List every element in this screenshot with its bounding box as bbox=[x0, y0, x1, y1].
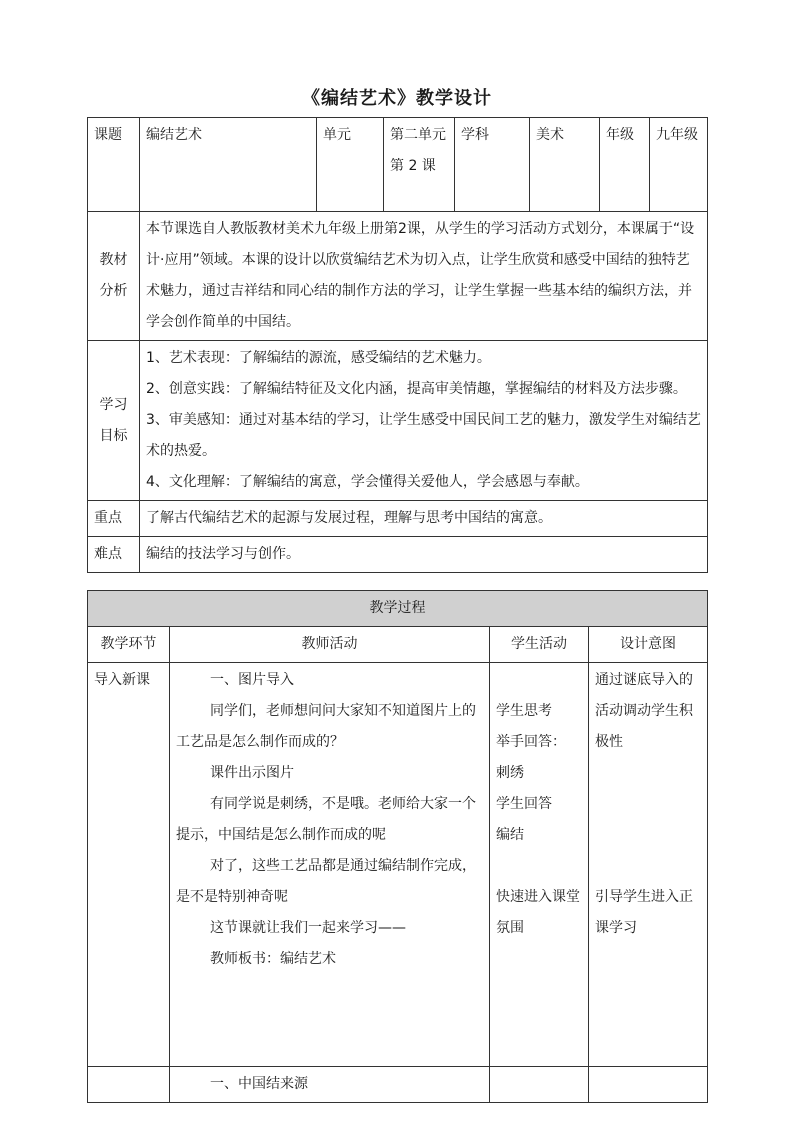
goal-item: 2、创意实践：了解编结特征及文化内涵，提高审美情趣，掌握编结的材料及方法步骤。 bbox=[146, 381, 687, 397]
teacher-line: 同学们，老师想问问大家知不知道图片上的工艺品是怎么制作而成的？ bbox=[176, 703, 476, 750]
column-header: 学生活动 bbox=[490, 627, 589, 663]
stage-cell bbox=[88, 1067, 170, 1103]
teacher-line: 一、中国结来源 bbox=[210, 1076, 308, 1092]
design-intent bbox=[589, 663, 708, 1067]
unit-label: 单元 bbox=[317, 118, 384, 212]
student-line: 刺绣 bbox=[496, 765, 524, 781]
student-line: 编结 bbox=[496, 827, 524, 843]
stage-cell: 导入新课 bbox=[88, 663, 170, 1067]
process-table bbox=[87, 590, 708, 1103]
subject-value: 美术 bbox=[530, 118, 600, 212]
process-header: 教学过程 bbox=[88, 591, 708, 627]
student-line: 学生思考 bbox=[496, 703, 552, 719]
page-title: 《编结艺术》教学设计 bbox=[302, 88, 492, 109]
teacher-activity bbox=[170, 663, 490, 1067]
unit-value: 第二单元第 2 课 bbox=[384, 118, 455, 212]
teacher-activity bbox=[170, 1067, 490, 1103]
column-header: 教学环节 bbox=[88, 627, 170, 663]
material-text: 本节课选自人教版教材美术九年级上册第2课，从学生的学习活动方式划分，本课属于“设计·应用”领域。本课的设计以欣赏编结艺术为切入点，让学生欣赏和感受中国结的独特艺术魅力，通过吉祥结和同心结的制作方法的学习，让学生掌握一些基本结的编织方法，并学会创作简单的中国结。 bbox=[140, 212, 708, 341]
goals-list bbox=[140, 341, 708, 501]
column-header: 设计意图 bbox=[589, 627, 708, 663]
teacher-line: 一、图片导入 bbox=[210, 672, 294, 688]
goal-item: 1、艺术表现：了解编结的源流，感受编结的艺术魅力。 bbox=[146, 350, 491, 366]
grade-label: 年级 bbox=[600, 118, 650, 212]
subject-label: 学科 bbox=[455, 118, 530, 212]
student-activity bbox=[490, 1067, 589, 1103]
intent-line: 通过谜底导入的活动调动学生积极性 bbox=[595, 672, 693, 750]
student-line: 举手回答： bbox=[496, 734, 566, 750]
student-activity bbox=[490, 663, 589, 1067]
topic-label: 课题 bbox=[88, 118, 140, 212]
teacher-line: 这节课就让我们一起来学习—— bbox=[210, 920, 406, 936]
teacher-line: 有同学说是刺绣，不是哦。老师给大家一个提示，中国结是怎么制作而成的呢 bbox=[176, 796, 476, 843]
student-line: 快速进入课堂氛围 bbox=[496, 889, 580, 936]
goal-item: 4、文化理解：了解编结的寓意，学会懂得关爱他人，学会感恩与奉献。 bbox=[146, 474, 589, 490]
difficulty-label: 难点 bbox=[88, 537, 140, 573]
topic-value: 编结艺术 bbox=[140, 118, 317, 212]
key-point-label: 重点 bbox=[88, 501, 140, 537]
column-header: 教师活动 bbox=[170, 627, 490, 663]
design-intent bbox=[589, 1067, 708, 1103]
goals-label: 学习目标 bbox=[88, 341, 140, 501]
teacher-line: 对了，这些工艺品都是通过编结制作完成，是不是特别神奇呢 bbox=[176, 858, 476, 905]
lesson-info-table bbox=[87, 117, 708, 573]
difficulty-text: 编结的技法学习与创作。 bbox=[140, 537, 708, 573]
goal-item: 3、审美感知：通过对基本结的学习，让学生感受中国民间工艺的魅力，激发学生对编结艺术的热爱。 bbox=[146, 412, 701, 459]
student-line: 学生回答 bbox=[496, 796, 552, 812]
teacher-line: 课件出示图片 bbox=[210, 765, 294, 781]
teacher-line: 教师板书：编结艺术 bbox=[210, 951, 336, 967]
intent-line: 引导学生进入正课学习 bbox=[595, 889, 693, 936]
grade-value: 九年级 bbox=[650, 118, 708, 212]
material-label: 教材分析 bbox=[88, 212, 140, 341]
key-point-text: 了解古代编结艺术的起源与发展过程，理解与思考中国结的寓意。 bbox=[140, 501, 708, 537]
